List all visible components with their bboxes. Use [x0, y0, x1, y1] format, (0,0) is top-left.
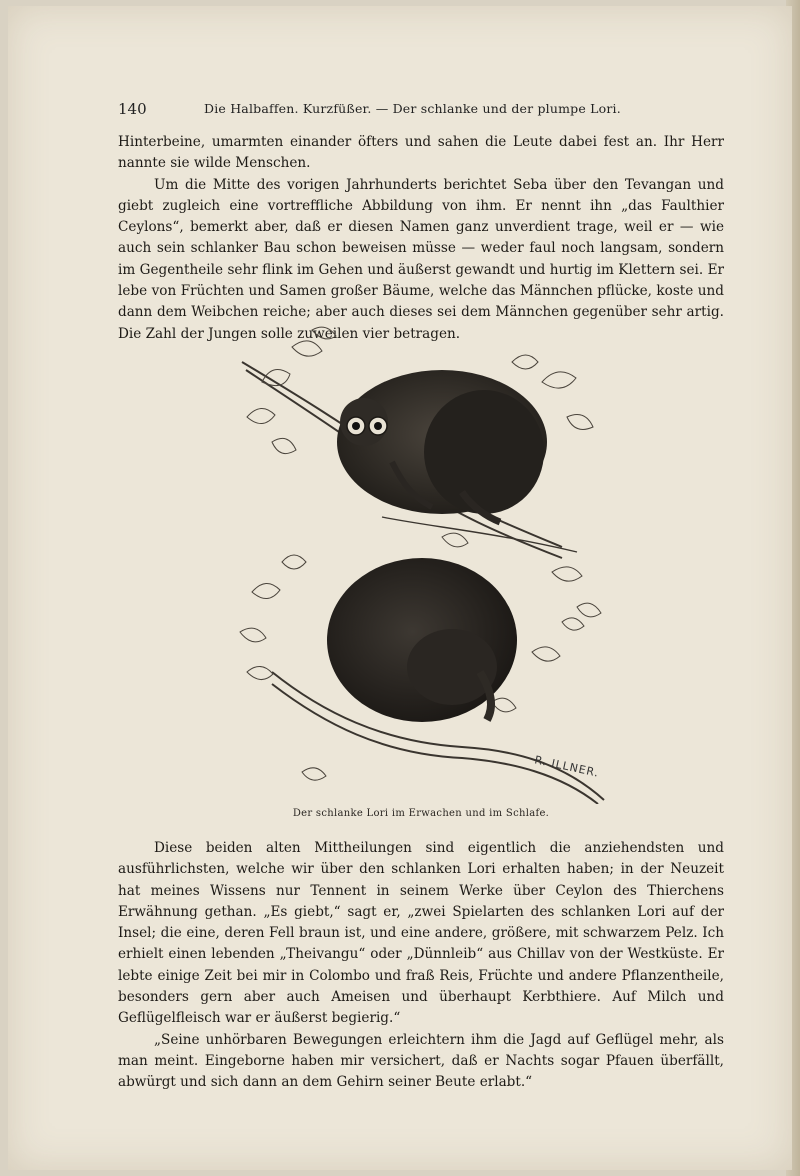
- lori-asleep: [327, 558, 517, 722]
- text-block-bottom: [118, 838, 724, 1094]
- artist-signature: R. ILLNER.: [533, 753, 601, 780]
- paragraph-continuation: Hinterbeine, umarmten einander öfters und sahen die Leute dabei fest an. Ihr Herr nannte sie wilde Menschen.: [118, 134, 724, 172]
- lori-illustration: [232, 322, 616, 804]
- text-block-top: [118, 132, 724, 345]
- paragraph-seba: Um die Mitte des vorigen Jahrhunderts berichtet Seba über den Tevangan und giebt zugleich eine vortreffliche Abbildung von ihm. Er nennt ihn „das Faulthier Ceylons“, bemerkt aber, daß er diesen Namen ganz unverdient trage, weil er — wie auch sein schlanker Bau schon beweisen müsse — weder faul noch langsam, sondern im Gegentheile sehr flink im Gehen und äußerst gewandt und hurtig im Klettern sei. Er lebe von Früchten und Samen großer Bäume, welche das Männchen pflücke, koste und dann dem Weibchen reiche; aber auch dieses sei dem Männchen gegenüber sehr artig. Die Zahl der Jungen solle zuweilen vier betragen.: [118, 176, 724, 342]
- paragraph-quote: „Seine unhörbaren Bewegungen erleichtern ihm die Jagd auf Geflügel mehr, als man meint. Eingeborne haben mir versichert, daß er Nachts sogar Pfauen überfällt, abwürgt und sich dann an dem Gehirn seiner Beute erlabt.“: [118, 1031, 724, 1091]
- paragraph-tennent: Diese beiden alten Mittheilungen sind eigentlich die anziehendsten und ausführlichsten, welche wir über den schlanken Lori erhalten haben; in der Neuzeit hat meines Wissens nur Tennent in seinem Werke über Ceylon des Thierchens Erwähnung gethan. „Es giebt,“ sagt er, „zwei Spielarten des schlanken Lori auf der Insel; die eine, deren Fell braun ist, und eine andere, größere, mit schwarzem Pelz. Ich erhielt einen lebenden „Theivangu“ oder „Dünnleib“ aus Chillav von der Westküste. Er lebte einige Zeit bei mir in Colombo und fraß Reis, Früchte und andere Pflanzentheile, besonders gern aber auch Ameisen und überhaupt Kerbthiere. Auf Milch und Geflügelfleisch war er äußerst begierig.“: [118, 840, 724, 1027]
- figure-caption: Der schlanke Lori im Erwachen und im Schlafe.: [292, 808, 550, 819]
- page-number: 140: [118, 100, 147, 118]
- lori-awake: [337, 370, 547, 522]
- running-head: Die Halbaffen. Kurzfüßer. — Der schlanke und der plumpe Lori.: [204, 101, 621, 116]
- page-header: [118, 100, 722, 122]
